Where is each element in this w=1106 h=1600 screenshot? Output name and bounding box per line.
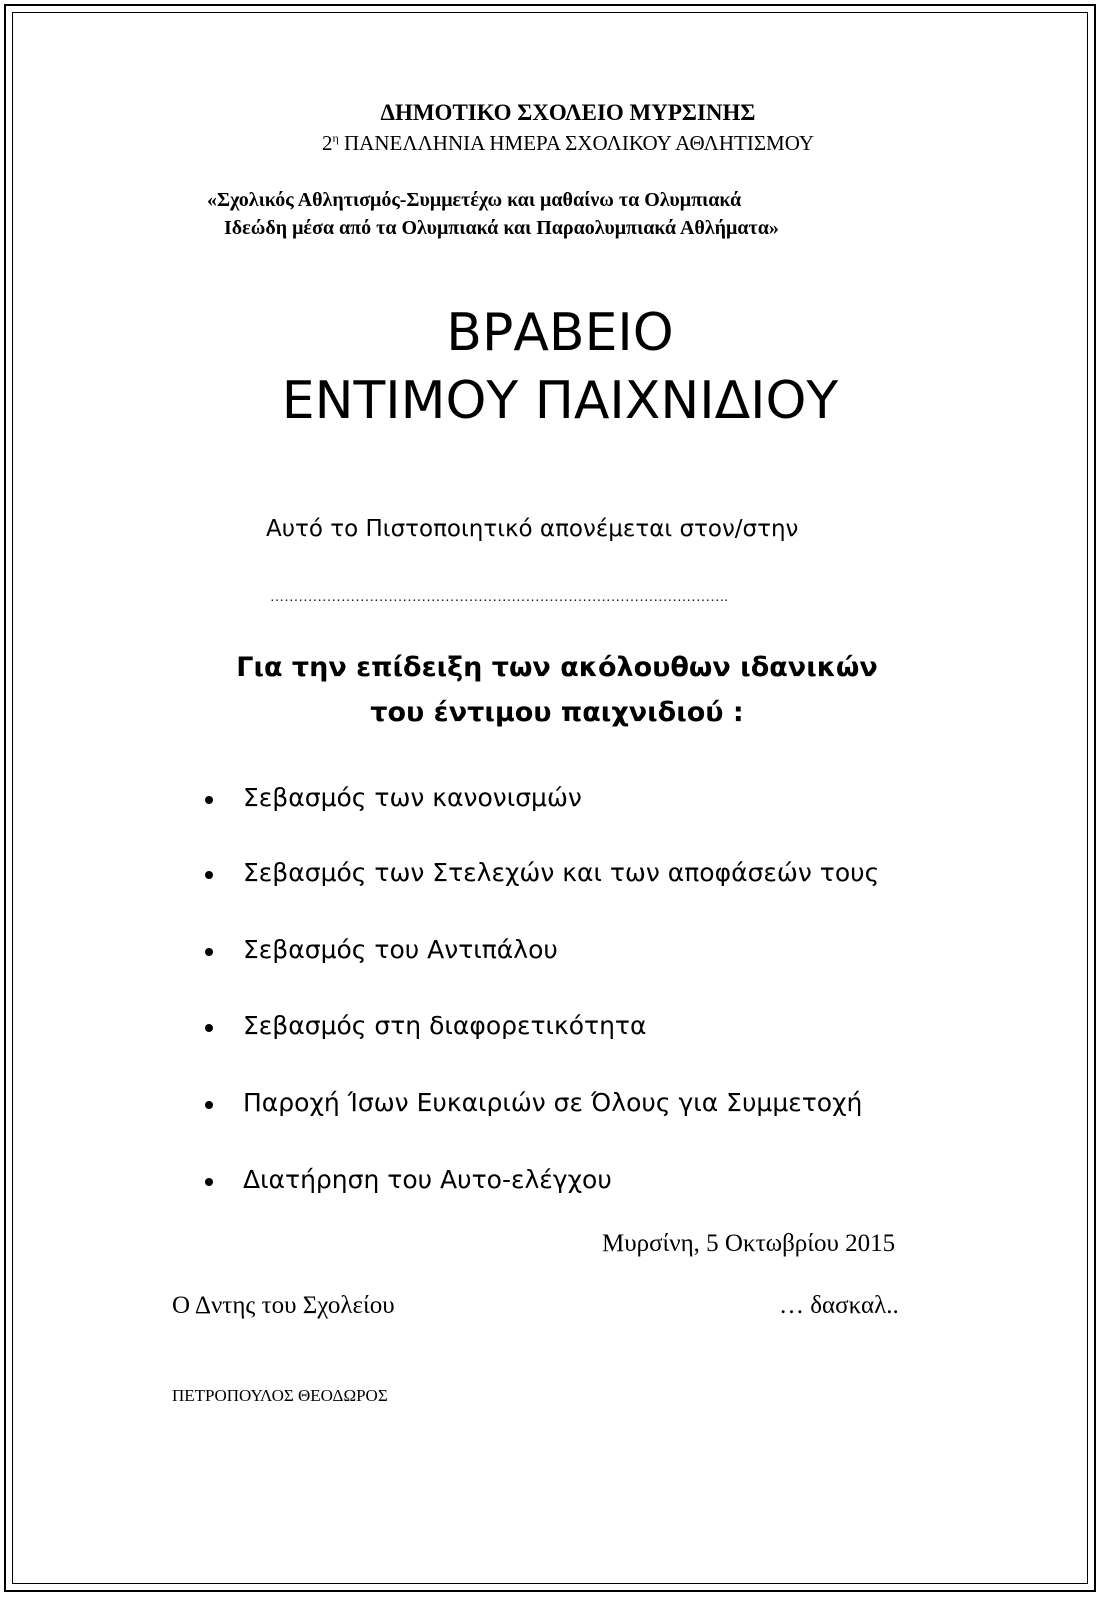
event-title xyxy=(0,131,1106,156)
bullet-icon xyxy=(205,871,213,879)
event-ordinal-suffix: η xyxy=(332,131,339,145)
principal-label: Ο Δντης του Σχολείου xyxy=(172,1292,395,1319)
event-name: ΠΑΝΕΛΛΗΝΙΑ ΗΜΕΡΑ ΣΧΟΛΙΚΟΥ ΑΘΛΗΤΙΣΜΟΥ xyxy=(344,131,815,155)
event-ordinal: 2 xyxy=(321,131,333,155)
place-date: Μυρσίνη, 5 Οκτωβρίου 2015 xyxy=(602,1230,896,1257)
ideal-text: Σεβασμός στη διαφορετικότητα xyxy=(243,1011,647,1040)
bullet-icon xyxy=(205,1178,213,1186)
principal-name: ΠΕΤΡΟΠΟΥΛΟΣ ΘΕΟΔΩΡΟΣ xyxy=(172,1386,388,1405)
award-title-line-1: ΒΡΑΒΕΙΟ xyxy=(446,303,674,363)
ideals-heading-line-2: του έντιμου παιχνιδιού : xyxy=(370,697,744,728)
bullet-icon xyxy=(205,1024,213,1032)
teacher-label: … δασκαλ.. xyxy=(779,1292,899,1319)
school-name: ΔΗΜΟΤΙΚΟ ΣΧΟΛΕΙΟ ΜΥΡΣΙΝΗΣ xyxy=(380,100,756,125)
motto-line-2: Ιδεώδη μέσα από τα Ολυμπιακά και Παραολυμπιακά Αθλήματα» xyxy=(224,217,779,239)
recipient-name-blank: ……………………………………………………………………………………. xyxy=(270,590,729,605)
ideal-text: Σεβασμός του Αντιπάλου xyxy=(243,935,558,964)
ideal-text: Διατήρηση του Αυτο-ελέγχου xyxy=(243,1165,612,1194)
motto-line-1: «Σχολικός Αθλητισμός-Συμμετέχω και μαθαίνω τα Ολυμπιακά xyxy=(207,189,742,211)
bullet-icon xyxy=(205,1101,213,1109)
bullet-icon xyxy=(205,796,213,804)
ideal-text: Σεβασμός των Στελεχών και των αποφάσεών τους xyxy=(243,858,880,887)
awarded-to-text: Αυτό το Πιστοποιητικό απονέμεται στον/στην xyxy=(266,516,799,542)
ideals-heading-line-1: Για την επίδειξη των ακόλουθων ιδανικών xyxy=(236,652,878,683)
ideal-text: Σεβασμός των κανονισμών xyxy=(243,783,582,812)
ideal-text: Παροχή Ίσων Ευκαιριών σε Όλους για Συμμετοχή xyxy=(243,1088,863,1117)
award-title-line-2: ΕΝΤΙΜΟΥ ΠΑΙΧΝΙΔΙΟΥ xyxy=(281,371,839,431)
bullet-icon xyxy=(205,948,213,956)
